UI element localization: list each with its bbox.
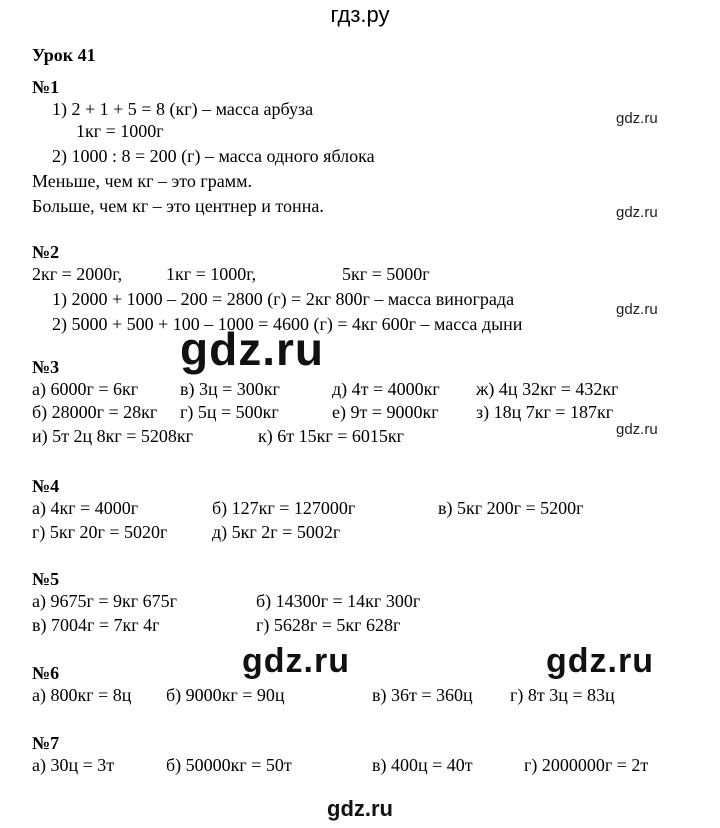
task-3-z: з) 18ц 7кг = 187кг — [476, 402, 614, 422]
task-6-a: а) 800кг = 8ц — [32, 685, 132, 705]
task-3-b: б) 28000г = 28кг — [32, 402, 158, 422]
task-3-e: е) 9т = 9000кг — [332, 402, 439, 422]
site-title: гдз.ру — [330, 2, 390, 27]
watermark-big: gdz.ru — [180, 323, 324, 375]
task-6-header: №6 — [32, 663, 60, 683]
task-3-v: в) 3ц = 300кг — [180, 379, 280, 399]
task-5-a: а) 9675г = 9кг 675г — [32, 591, 178, 611]
task-6-v: в) 36т = 360ц — [372, 685, 473, 705]
task-3-header: №3 — [32, 357, 60, 377]
task-2-line-1: 1) 2000 + 1000 – 200 = 2800 (г) = 2кг 800г – масса винограда — [52, 289, 515, 309]
task-2-row-2: 1кг = 1000г, — [166, 264, 257, 284]
task-1-line-2: 1кг = 1000г — [76, 121, 164, 141]
task-4-v: в) 5кг 200г = 5200г — [438, 498, 584, 518]
task-2-row-3: 5кг = 5000г — [342, 264, 430, 284]
task-1-line-4: Меньше, чем кг – это грамм. — [32, 171, 253, 191]
task-3-k: к) 6т 15кг = 6015кг — [258, 426, 405, 446]
task-3-a: а) 6000г = 6кг — [32, 379, 139, 399]
task-1-header: №1 — [32, 77, 60, 97]
watermark-mid-2: gdz.ru — [546, 642, 654, 680]
task-3-zh: ж) 4ц 32кг = 432кг — [476, 379, 619, 399]
task-2-row-1: 2кг = 2000г, — [32, 264, 123, 284]
task-6-b: б) 9000кг = 90ц — [166, 685, 285, 705]
task-6-g: г) 8т 3ц = 83ц — [510, 685, 615, 705]
task-4-header: №4 — [32, 476, 60, 496]
task-1-line-3: 2) 1000 : 8 = 200 (г) – масса одного яблока — [52, 146, 375, 166]
watermark-small-3: gdz.ru — [616, 301, 658, 318]
watermark-small-4: gdz.ru — [616, 421, 658, 438]
task-7-a: а) 30ц = 3т — [32, 755, 115, 775]
watermark-footer: gdz.ru — [327, 796, 393, 821]
task-3-i: и) 5т 2ц 8кг = 5208кг — [32, 426, 194, 446]
task-4-g: г) 5кг 20г = 5020г — [32, 522, 168, 542]
task-4-a: а) 4кг = 4000г — [32, 498, 139, 518]
lesson-title: Урок 41 — [32, 45, 96, 65]
task-7-v: в) 400ц = 40т — [372, 755, 473, 775]
task-7-header: №7 — [32, 733, 60, 753]
task-2-line-2: 2) 5000 + 500 + 100 – 1000 = 4600 (г) = 4кг 600г – масса дыни — [52, 314, 523, 334]
task-1-line-5: Больше, чем кг – это центнер и тонна. — [32, 196, 324, 216]
task-4-b: б) 127кг = 127000г — [212, 498, 356, 518]
watermark-small-2: gdz.ru — [616, 204, 658, 221]
task-5-g: г) 5628г = 5кг 628г — [256, 615, 401, 635]
watermark-small-1: gdz.ru — [616, 110, 658, 127]
watermark-mid-1: gdz.ru — [242, 642, 350, 680]
task-7-g: г) 2000000г = 2т — [524, 755, 649, 775]
task-5-v: в) 7004г = 7кг 4г — [32, 615, 160, 635]
task-1-line-1: 1) 2 + 1 + 5 = 8 (кг) – масса арбуза — [52, 99, 314, 119]
task-2-header: №2 — [32, 242, 60, 262]
task-3-g: г) 5ц = 500кг — [180, 402, 279, 422]
task-3-d: д) 4т = 4000кг — [332, 379, 440, 399]
task-7-b: б) 50000кг = 50т — [166, 755, 292, 775]
task-5-header: №5 — [32, 569, 60, 589]
task-5-b: б) 14300г = 14кг 300г — [256, 591, 421, 611]
task-4-d: д) 5кг 2г = 5002г — [212, 522, 341, 542]
